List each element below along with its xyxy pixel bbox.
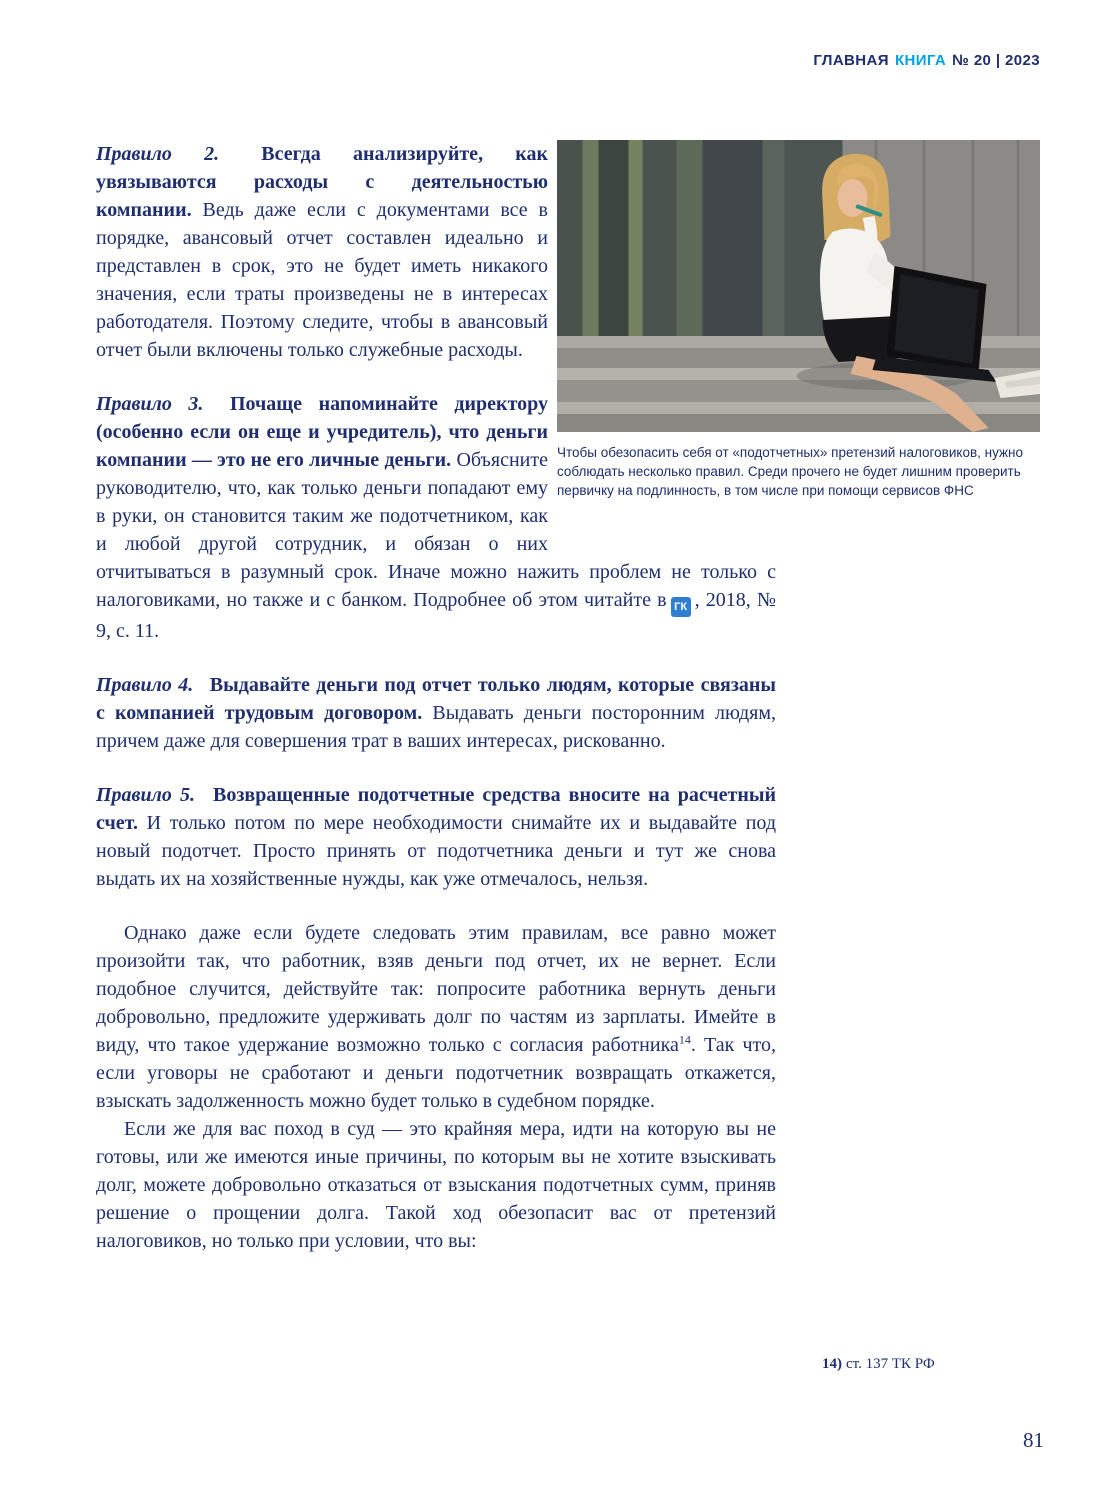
court-text: Если же для вас поход в суд — это крайняя мера, идти на которую вы не готовы, или же имеются иные причины, по которым вы не хотите взыскивать долг, можете добровольно отказаться от взыскания подотчетных сумм, приняв решение о прощении долга. Такой ход обезопасит вас от претензий налоговиков, но только при условии, что вы: (96, 1118, 776, 1252)
rule-5-label: Правило 5. (96, 784, 195, 806)
rule-3-lead: Почаще напоминайте директору (особенно если он еще и учредитель), что деньги компании — это не его личные деньги. (96, 393, 548, 471)
rule-3-text: Объясните руководителю, что, как только деньги попадают ему в руки, он становится таким же подотчетником, как и любой другой сотрудник, и обязан о них отчитываться в разумный срок. Иначе можно нажить проблем не только с налоговиками, но также и с банком. Подробнее об этом читайте в (96, 449, 776, 611)
rule-2-label: Правило 2. (96, 143, 220, 165)
rule-4-text: Выдавать деньги посторонним людям, причем даже для совершения трат в ваших интересах, рискованно. (96, 702, 776, 752)
footnote-reference-14: 14 (678, 1032, 691, 1047)
brand-accent: КНИГА (894, 52, 947, 69)
issue-number: № 20 | 2023 (952, 52, 1040, 69)
body-paragraph-court (96, 1115, 776, 1255)
photo-wrap-spacer (548, 140, 776, 540)
photo-caption: Чтобы обезопасить себя от «подотчетных» претензий налоговиков, нужно соблюдать несколько правил. Среди прочего не будет лишним проверить первичку на подлинность, в том числе при помощи сервисов ФНС (557, 445, 1023, 498)
rule-4-lead: Выдавайте деньги под отчет только людям, которые связаны с компанией трудовым договором. (96, 674, 776, 724)
footnote-marker: 14) (822, 1356, 842, 1372)
brand-main: ГЛАВНАЯ (813, 52, 889, 69)
rule-3-label: Правило 3. (96, 393, 204, 415)
rule-5-paragraph (96, 781, 776, 893)
rule-2-lead: Всегда анализируйте, как увязываются расходы с деятельностью компании. (96, 143, 548, 221)
gk-magazine-logo-icon: ГК (671, 597, 691, 617)
page-number: 81 (1023, 1428, 1044, 1452)
rule-4-paragraph (96, 671, 776, 755)
rule-3-citation: , 2018, № 9, с. 11. (96, 589, 776, 642)
rule-2-text: Ведь даже если с документами все в порядке, авансовый отчет составлен идеально и представлен в срок, это не будет иметь никакого значения, если траты произведены не в интересах работодателя. Поэтому следите, чтобы в авансовый отчет были включены только служебные расходы. (96, 199, 549, 361)
debt-text-part2: . Так что, если уговоры не сработают и деньги подотчетник возвращать откажется, взыскать задолженность можно будет только в судебном порядке. (96, 1034, 776, 1112)
footnote-14 (822, 1356, 935, 1373)
rule-5-lead: Возвращенные подотчетные средства вносите на расчетный счет. (96, 784, 777, 834)
masthead (813, 52, 1040, 69)
debt-text-part1: Однако даже если будете следовать этим правилам, все равно может произойти так, что работник, взяв деньги под отчет, их не вернет. Если подобное случится, действуйте так: попросите работника вернуть деньги добровольно, предложите удерживать долг по частям из зарплаты. Имейте в виду, что такое удержание возможно только с согласия работника (96, 922, 776, 1056)
rule-5-text: И только потом по мере необходимости снимайте их и выдавайте под новый подотчет. Просто принять от подотчетника деньги и тут же снова выдать их на хозяйственные нужды, как уже отмечалось, нельзя. (96, 812, 777, 890)
body-paragraph-debt (96, 919, 776, 1115)
article-body (96, 140, 776, 1255)
rule-4-label: Правило 4. (96, 674, 194, 696)
footnote-text: ст. 137 ТК РФ (846, 1356, 935, 1372)
